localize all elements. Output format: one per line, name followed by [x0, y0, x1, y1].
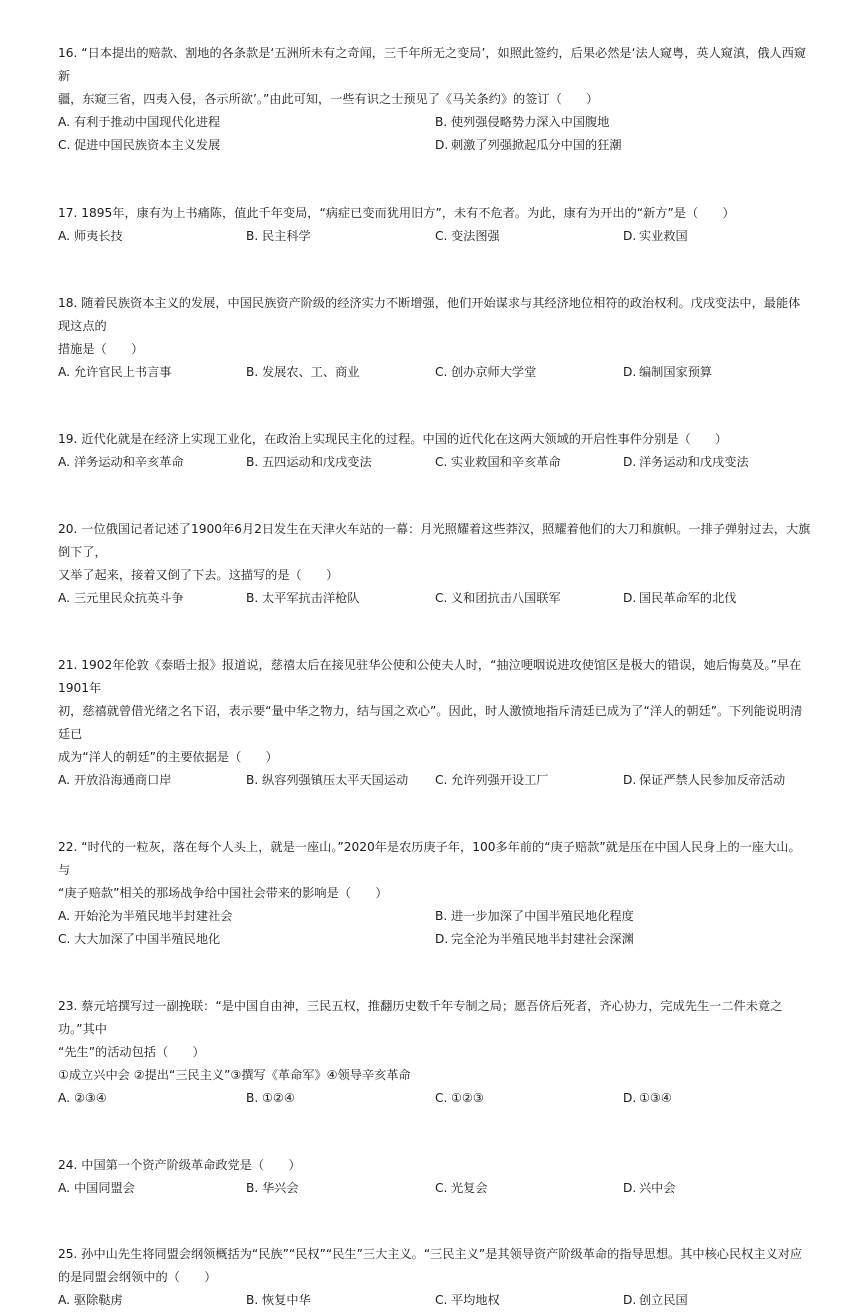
option-letter: B. — [246, 455, 259, 469]
option-text: 有利于推动中国现代化进程 — [74, 115, 221, 129]
option-text: 完全沦为半殖民地半封建社会深渊 — [451, 932, 634, 946]
stem-line: 22. “时代的一粒灰，落在每个人头上，就是一座山。”2020年是农历庚子年，100多年前的“庚子赔款”就是压在中国人民身上的一座大山。与 — [58, 840, 801, 877]
stem-line: 23. 蔡元培撰写过一副挽联：“是中国自由神，三民五权，推翻历史数千年专制之局；愿吾侪后死者，齐心协力，完成先生一二件未竟之功。”其中 — [58, 999, 783, 1036]
option-text: 民主科学 — [262, 229, 311, 243]
option-text: 纵容列强镇压太平天国运动 — [262, 773, 409, 787]
answer-option-b[interactable] — [435, 111, 811, 134]
stem-line: ①成立兴中会 ②提出“三民主义”③撰写《革命军》④领导辛亥革命 — [58, 1068, 411, 1082]
option-letter: A. — [58, 773, 70, 787]
option-letter: A. — [58, 115, 70, 129]
stem-line: 20. 一位俄国记者记述了1900年6月2日发生在天津火车站的一幕：月光照耀着这些莽汉，照耀着他们的大刀和旗帜。一排子弹射过去，大旗倒下了， — [58, 522, 811, 559]
option-letter: A. — [58, 229, 70, 243]
option-letter: C. — [435, 365, 448, 379]
answer-option-c[interactable] — [58, 134, 435, 157]
option-text: 三元里民众抗英斗争 — [74, 591, 184, 605]
option-letter: A. — [58, 1181, 70, 1195]
option-text: 变法图强 — [451, 229, 500, 243]
answer-option-b[interactable] — [246, 587, 435, 610]
option-text: 五四运动和戊戌变法 — [262, 455, 372, 469]
option-letter: B. — [246, 229, 259, 243]
option-letter: C. — [435, 1181, 448, 1195]
option-letter: D. — [623, 773, 637, 787]
stem-line: 21. 1902年伦敦《泰晤士报》报道说，慈禧太后在接见驻华公使和公使夫人时，“抽泣哽咽说进攻使馆区是极大的错误，她后悔莫及。”早在1901年 — [58, 658, 802, 695]
question-stem — [58, 995, 811, 1087]
question-22 — [58, 836, 811, 951]
answer-options — [58, 361, 811, 384]
answer-option-c[interactable] — [435, 769, 623, 792]
option-text: 使列强侵略势力深入中国腹地 — [451, 115, 610, 129]
question-25 — [58, 1243, 811, 1312]
answer-options — [58, 1087, 811, 1110]
option-letter: B. — [246, 773, 259, 787]
answer-option-a[interactable] — [58, 1087, 246, 1110]
option-letter: C. — [435, 1293, 448, 1307]
option-letter: D. — [623, 229, 637, 243]
option-letter: B. — [246, 591, 259, 605]
stem-line: 的是同盟会纲领中的（ ） — [58, 1270, 217, 1284]
answer-option-b[interactable] — [246, 361, 435, 384]
answer-options — [58, 769, 811, 792]
option-letter: B. — [246, 365, 259, 379]
answer-option-b[interactable] — [246, 1087, 435, 1110]
stem-line: 24. 中国第一个资产阶级革命政党是（ ） — [58, 1158, 301, 1172]
stem-line: 18. 随着民族资本主义的发展，中国民族资产阶级的经济实力不断增强，他们开始谋求与其经济地位相符的政治权利。戊戌变法中，最能体现这点的 — [58, 296, 801, 333]
stem-line: 措施是（ ） — [58, 342, 144, 356]
question-stem — [58, 836, 811, 905]
option-letter: A. — [58, 1091, 70, 1105]
option-text: ①②③ — [451, 1091, 484, 1105]
stem-line: 又举了起来，接着又倒了下去。这描写的是（ ） — [58, 568, 339, 582]
question-19 — [58, 428, 811, 474]
option-text: ①③④ — [639, 1091, 672, 1105]
option-text: 洋务运动和戊戌变法 — [639, 455, 749, 469]
option-text: 洋务运动和辛亥革命 — [74, 455, 184, 469]
option-text: 兴中会 — [639, 1181, 676, 1195]
answer-options — [58, 225, 811, 248]
answer-options — [58, 451, 811, 474]
answer-option-b[interactable] — [246, 1289, 435, 1312]
option-letter: D. — [435, 932, 449, 946]
question-stem — [58, 518, 811, 587]
option-text: 创立民国 — [639, 1293, 688, 1307]
option-text: 编制国家预算 — [639, 365, 713, 379]
option-letter: A. — [58, 365, 70, 379]
option-text: ②③④ — [74, 1091, 107, 1105]
option-text: 驱除鞑虏 — [74, 1293, 123, 1307]
option-text: 大大加深了中国半殖民地化 — [74, 932, 221, 946]
stem-line: 17. 1895年，康有为上书痛陈，值此千年变局，“病症已变而犹用旧方”，未有不危者。为此，康有为开出的“新方”是（ ） — [58, 206, 735, 220]
option-text: 保证严禁人民参加反帝活动 — [639, 773, 786, 787]
option-letter: B. — [246, 1293, 259, 1307]
answer-option-c[interactable] — [435, 1289, 623, 1312]
question-stem — [58, 292, 811, 361]
option-text: 进一步加深了中国半殖民地化程度 — [451, 909, 634, 923]
answer-option-d[interactable] — [623, 451, 811, 474]
option-letter: B. — [435, 115, 448, 129]
answer-options — [58, 587, 811, 610]
question-stem — [58, 1243, 811, 1289]
answer-option-d[interactable] — [623, 225, 811, 248]
question-stem — [58, 42, 811, 111]
answer-options — [58, 905, 811, 951]
option-letter: D. — [623, 365, 637, 379]
option-letter: A. — [58, 1293, 70, 1307]
option-letter: A. — [58, 591, 70, 605]
stem-line: 25. 孙中山先生将同盟会纲领概括为“民族”“民权”“民生”三大主义。“三民主义”是其领导资产阶级革命的指导思想。其中核心民权主义对应 — [58, 1247, 803, 1261]
option-letter: D. — [623, 1293, 637, 1307]
stem-line: 19. 近代化就是在经济上实现工业化，在政治上实现民主化的过程。中国的近代化在这两大领域的开启性事件分别是（ ） — [58, 432, 728, 446]
option-letter: C. — [435, 773, 448, 787]
question-stem — [58, 202, 811, 225]
question-stem — [58, 1154, 811, 1177]
answer-option-d[interactable] — [623, 587, 811, 610]
option-letter: D. — [623, 1091, 637, 1105]
question-stem — [58, 654, 811, 769]
answer-option-a[interactable] — [58, 769, 246, 792]
option-letter: C. — [435, 591, 448, 605]
option-text: 国民革命军的北伐 — [639, 591, 737, 605]
option-letter: A. — [58, 455, 70, 469]
option-text: 实业救国 — [639, 229, 688, 243]
answer-option-a[interactable] — [58, 451, 246, 474]
answer-option-d[interactable] — [435, 928, 811, 951]
answer-option-a[interactable] — [58, 1177, 246, 1200]
option-text: 实业救国和辛亥革命 — [451, 455, 561, 469]
answer-option-b[interactable] — [246, 225, 435, 248]
answer-option-b[interactable] — [246, 769, 435, 792]
answer-option-c[interactable] — [435, 1177, 623, 1200]
answer-option-d[interactable] — [623, 1289, 811, 1312]
stem-line: 初，慈禧就曾借光绪之名下诏，表示要“量中华之物力，结与国之欢心”。因此，时人激愤地指斥清廷已成为了“洋人的朝廷”。下列能说明清廷已 — [58, 704, 803, 741]
option-letter: C. — [58, 932, 71, 946]
option-text: 义和团抗击八国联军 — [451, 591, 561, 605]
option-text: 允许列强开设工厂 — [451, 773, 549, 787]
option-letter: D. — [623, 455, 637, 469]
answer-options — [58, 111, 811, 157]
answer-option-a[interactable] — [58, 361, 246, 384]
answer-option-d[interactable] — [623, 1087, 811, 1110]
answer-option-a[interactable] — [58, 225, 246, 248]
option-text: 开始沦为半殖民地半封建社会 — [74, 909, 233, 923]
option-text: 恢复中华 — [262, 1293, 311, 1307]
option-text: 开放沿海通商口岸 — [74, 773, 172, 787]
question-21 — [58, 654, 811, 792]
stem-line: “先生”的活动包括（ ） — [58, 1045, 205, 1059]
answer-option-b[interactable] — [246, 451, 435, 474]
question-16 — [58, 42, 811, 157]
answer-option-c[interactable] — [435, 225, 623, 248]
option-text: 太平军抗击洋枪队 — [262, 591, 360, 605]
answer-options — [58, 1289, 811, 1312]
stem-line: 疆，东窥三省，四夷入侵，各示所欲’。”由此可知，一些有识之士预见了《马关条约》的签订（ ） — [58, 92, 599, 106]
option-text: 华兴会 — [262, 1181, 299, 1195]
answer-option-c[interactable] — [58, 928, 435, 951]
answer-option-b[interactable] — [435, 905, 811, 928]
answer-option-a[interactable] — [58, 111, 435, 134]
question-23 — [58, 995, 811, 1110]
answer-option-d[interactable] — [435, 134, 811, 157]
option-letter: C. — [435, 229, 448, 243]
stem-line: “庚子赔款”相关的那场战争给中国社会带来的影响是（ ） — [58, 886, 388, 900]
answer-option-c[interactable] — [435, 587, 623, 610]
option-letter: C. — [58, 138, 71, 152]
answer-option-c[interactable] — [435, 451, 623, 474]
option-text: 师夷长技 — [74, 229, 123, 243]
option-letter: A. — [58, 909, 70, 923]
question-list — [58, 42, 811, 1312]
answer-option-d[interactable] — [623, 361, 811, 384]
stem-line: 成为“洋人的朝廷”的主要依据是（ ） — [58, 750, 278, 764]
option-text: ①②④ — [262, 1091, 295, 1105]
answer-option-a[interactable] — [58, 1289, 246, 1312]
option-text: 促进中国民族资本主义发展 — [74, 138, 221, 152]
option-letter: B. — [435, 909, 448, 923]
option-text: 发展农、工、商业 — [262, 365, 360, 379]
answer-options — [58, 1177, 811, 1200]
option-text: 光复会 — [451, 1181, 488, 1195]
option-letter: C. — [435, 455, 448, 469]
option-text: 刺激了列强掀起瓜分中国的狂潮 — [451, 138, 622, 152]
option-text: 创办京师大学堂 — [451, 365, 537, 379]
option-text: 中国同盟会 — [74, 1181, 135, 1195]
answer-option-a[interactable] — [58, 587, 246, 610]
option-letter: B. — [246, 1091, 259, 1105]
option-letter: D. — [623, 591, 637, 605]
answer-option-d[interactable] — [623, 769, 811, 792]
answer-option-c[interactable] — [435, 1087, 623, 1110]
option-letter: D. — [435, 138, 449, 152]
stem-line: 16. “日本提出的赔款、割地的各条款是‘五洲所未有之奇闻，三千年所无之变局’，如照此签约，后果必然是‘法人窥粤，英人窥滇，俄人西窥新 — [58, 46, 807, 83]
question-24 — [58, 1154, 811, 1200]
question-18 — [58, 292, 811, 384]
option-letter: B. — [246, 1181, 259, 1195]
question-17 — [58, 202, 811, 248]
answer-option-a[interactable] — [58, 905, 435, 928]
answer-option-c[interactable] — [435, 361, 623, 384]
question-stem — [58, 428, 811, 451]
option-letter: C. — [435, 1091, 448, 1105]
question-20 — [58, 518, 811, 610]
option-text: 平均地权 — [451, 1293, 500, 1307]
answer-option-b[interactable] — [246, 1177, 435, 1200]
option-text: 允许官民上书言事 — [74, 365, 172, 379]
option-letter: D. — [623, 1181, 637, 1195]
answer-option-d[interactable] — [623, 1177, 811, 1200]
